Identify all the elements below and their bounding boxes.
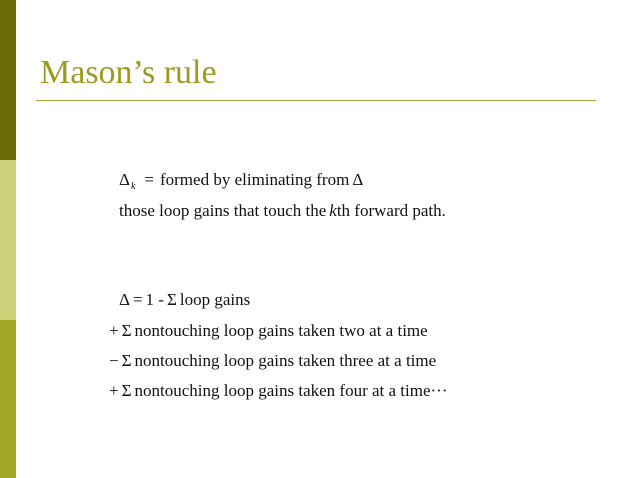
- formula-line-1: [119, 291, 250, 308]
- formula-sigma: Σ: [166, 290, 177, 309]
- left-stripe-bottom: [0, 320, 16, 478]
- formula-one-minus: 1 -: [145, 290, 164, 309]
- equals-sign: =: [144, 170, 154, 189]
- definition-text: formed by eliminating from: [159, 170, 350, 189]
- term-sign: −: [109, 351, 119, 370]
- term-text: nontouching loop gains taken three at a time: [134, 351, 437, 370]
- formula-loop-gains: loop gains: [179, 290, 251, 309]
- slide-title: Mason’s rule: [40, 54, 217, 91]
- delta-symbol: Δ: [119, 170, 130, 189]
- term-sign: +: [109, 321, 119, 340]
- definition-line-2: [119, 202, 446, 219]
- formula-equals-sign: =: [132, 290, 143, 309]
- term-ellipsis: ···: [430, 381, 448, 400]
- subscript-k: k: [130, 181, 136, 192]
- definition-line-2-k: k: [329, 201, 337, 220]
- formula-term-3: [109, 382, 448, 399]
- definition-line-2-before: those loop gains that touch the: [119, 201, 327, 220]
- term-sigma: Σ: [121, 351, 132, 370]
- term-sigma: Σ: [121, 321, 132, 340]
- term-text: nontouching loop gains taken four at a time: [134, 381, 431, 400]
- left-stripe-middle: [0, 160, 16, 320]
- delta-symbol-end: Δ: [352, 170, 364, 189]
- left-stripe-top: [0, 0, 16, 160]
- formula-term-2: [109, 352, 436, 369]
- title-underline: [36, 100, 596, 101]
- formula-term-1: [109, 322, 428, 339]
- formula-delta-symbol: Δ: [119, 290, 130, 309]
- term-text: nontouching loop gains taken two at a time: [134, 321, 428, 340]
- definition-line-2-after: th forward path.: [336, 201, 446, 220]
- definition-line-1: [119, 171, 363, 192]
- term-sigma: Σ: [121, 381, 132, 400]
- term-sign: +: [109, 381, 119, 400]
